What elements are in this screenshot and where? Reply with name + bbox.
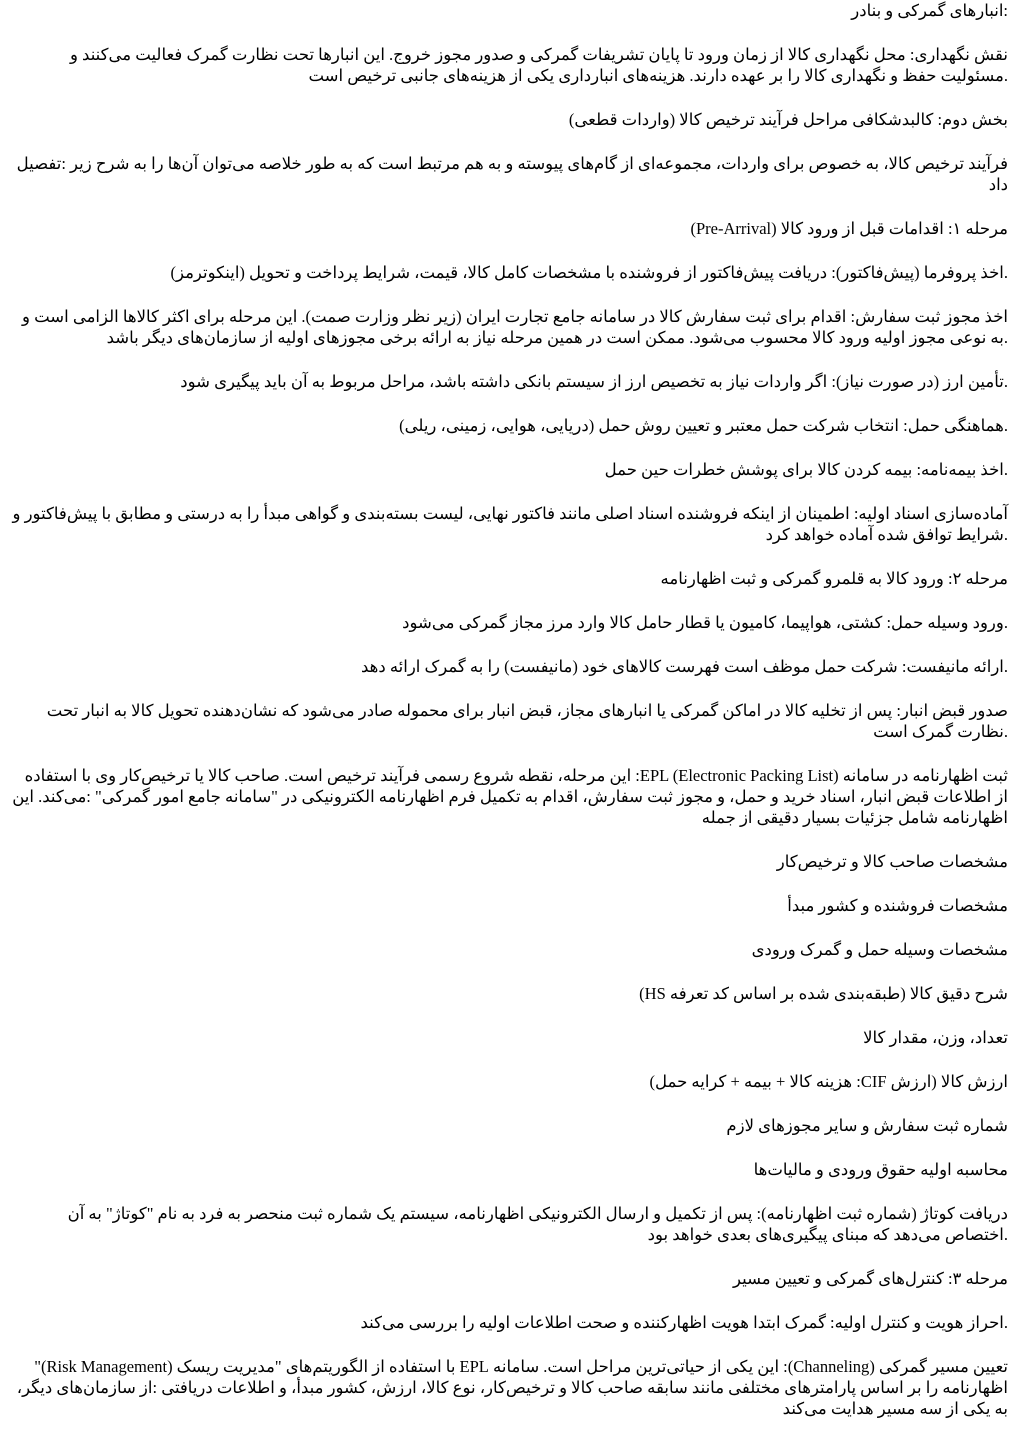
paragraph-process-intro: فرآیند ترخیص کالا، به خصوص برای واردات، مجموعه‌ای از گام‌های پیوسته و به هم مرتبط است که به طور خلاصه می‌توان آن‌ها را به شرح زیر :تفصیل داد xyxy=(16,154,1008,194)
list-item: ارزش کالا (ارزش CIF: هزینه کالا + بیمه + کرایه حمل) xyxy=(649,1072,1008,1091)
list-item: مشخصات فروشنده و کشور مبدأ xyxy=(787,896,1008,915)
list-item: شرح دقیق کالا (طبقه‌بندی شده بر اساس کد تعرفه HS) xyxy=(639,984,1008,1003)
step-epl-declaration: ثبت اظهارنامه در سامانه EPL (Electronic Packing List): این مرحله، نقطه شروع رسمی فرآیند ترخیص است. صاحب کالا یا ترخیص‌کار وی با استفاده از اطلاعات قبض انبار، اسناد خرید و حمل، و مجوز ثبت سفارش، اقدام به تکمیل فرم اظهارنامه الکترونیکی در "سامانه جامع امور گمرکی" :می‌کند. این اظهارنامه شامل جزئیات بسیار دقیقی از جمله xyxy=(12,766,1008,827)
list-item: مشخصات وسیله حمل و گمرک ورودی xyxy=(751,940,1008,959)
list-item: محاسبه اولیه حقوق ورودی و مالیات‌ها xyxy=(753,1160,1008,1179)
stage-heading-1: مرحله ۱: اقدامات قبل از ورود کالا (Pre-Arrival) xyxy=(690,219,1008,238)
stage-heading-2: مرحله ۲: ورود کالا به قلمرو گمرکی و ثبت اظهارنامه xyxy=(660,569,1008,588)
step-documents: آماده‌سازی اسناد اولیه: اطمینان از اینکه فروشنده اسناد اصلی مانند فاکتور نهایی، لیست بسته‌بندی و گواهی مبدأ را به درستی و مطابق با پیش‌فاکتور و .شرایط توافق شده آماده خواهد کرد xyxy=(12,504,1008,544)
section-heading-part-two: بخش دوم: کالبدشکافی مراحل فرآیند ترخیص کالا (واردات قطعی) xyxy=(568,110,1008,129)
step-channeling: تعیین مسیر گمرکی (Channeling): این یکی از حیاتی‌ترین مراحل است. سامانه EPL با استفاده از الگوریتم‌های "مدیریت ریسک (Risk Management)" اظهارنامه را بر اساس پارامترهای مختلفی مانند سابقه صاحب کالا و ترخیص‌کار، نوع کالا، ارزش، کشور مبدأ، و اطلاعات دریافتی :از سازمان‌های دیگر، به یکی از سه مسیر هدایت می‌کند xyxy=(16,1357,1008,1418)
list-item: تعداد، وزن، مقدار کالا xyxy=(863,1028,1008,1047)
step-currency: .تأمین ارز (در صورت نیاز): اگر واردات نیاز به تخصیص ارز از سیستم بانکی داشته باشد، مراحل مربوط به آن باید پیگیری شود xyxy=(180,372,1008,391)
stage-heading-3: مرحله ۳: کنترل‌های گمرکی و تعیین مسیر xyxy=(733,1269,1008,1288)
step-warehouse-receipt: صدور قبض انبار: پس از تخلیه کالا در اماکن گمرکی یا انبارهای مجاز، قبض انبار برای محموله صادر می‌شود که نشان‌دهنده تحویل کالا به انبار تحت .نظارت گمرک است xyxy=(46,701,1008,741)
list-item: شماره ثبت سفارش و سایر مجوزهای لازم xyxy=(726,1116,1008,1135)
document-body xyxy=(10,0,1008,1442)
step-vehicle-arrival: .ورود وسیله حمل: کشتی، هواپیما، کامیون یا قطار حامل کالا وارد مرز مجاز گمرکی می‌شود xyxy=(402,613,1008,632)
step-identity-check: .احراز هویت و کنترل اولیه: گمرک ابتدا هویت اظهارکننده و صحت اطلاعات اولیه را بررسی می‌کند xyxy=(360,1313,1008,1332)
step-order-registration: اخذ مجوز ثبت سفارش: اقدام برای ثبت سفارش کالا در سامانه جامع تجارت ایران (زیر نظر وزارت صمت). این مرحله برای اکثر کالاها الزامی است و .به نوعی مجوز اولیه ورود کالا محسوب می‌شود. ممکن است در همین مرحله نیاز به ارائه برخی مجوزهای اولیه از سازمان‌های دیگر باشد xyxy=(22,307,1008,347)
list-item: مشخصات صاحب کالا و ترخیص‌کار xyxy=(776,852,1008,871)
step-manifest: .ارائه مانیفست: شرکت حمل موظف است فهرست کالاهای خود (مانیفست) را به گمرک ارائه دهد xyxy=(360,657,1008,676)
step-insurance: .اخذ بیمه‌نامه: بیمه کردن کالا برای پوشش خطرات حین حمل xyxy=(604,460,1008,479)
heading-customs-warehouses: :انبارهای گمرکی و بنادر xyxy=(851,1,1008,20)
paragraph-storage-role: نقش نگهداری: محل نگهداری کالا از زمان ورود تا پایان تشریفات گمرکی و صدور مجوز خروج. این انبارها تحت نظارت گمرک فعالیت می‌کنند و .مسئولیت حفظ و نگهداری کالا را بر عهده دارند. هزینه‌های انبارداری یکی از هزینه‌های جانبی ترخیص است xyxy=(69,45,1008,85)
step-proforma: .اخذ پروفرما (پیش‌فاکتور): دریافت پیش‌فاکتور از فروشنده با مشخصات کامل کالا، قیمت، شرایط پرداخت و تحویل (اینکوترمز) xyxy=(170,263,1008,282)
step-kotaj: دریافت کوتاژ (شماره ثبت اظهارنامه): پس از تکمیل و ارسال الکترونیکی اظهارنامه، سیستم یک شماره ثبت منحصر به فرد به نام "کوتاژ" به آن .اختصاص می‌دهد که مبنای پیگیری‌های بعدی خواهد بود xyxy=(67,1204,1008,1244)
step-shipping: .هماهنگی حمل: انتخاب شرکت حمل معتبر و تعیین روش حمل (دریایی، هوایی، زمینی، ریلی) xyxy=(399,416,1008,435)
